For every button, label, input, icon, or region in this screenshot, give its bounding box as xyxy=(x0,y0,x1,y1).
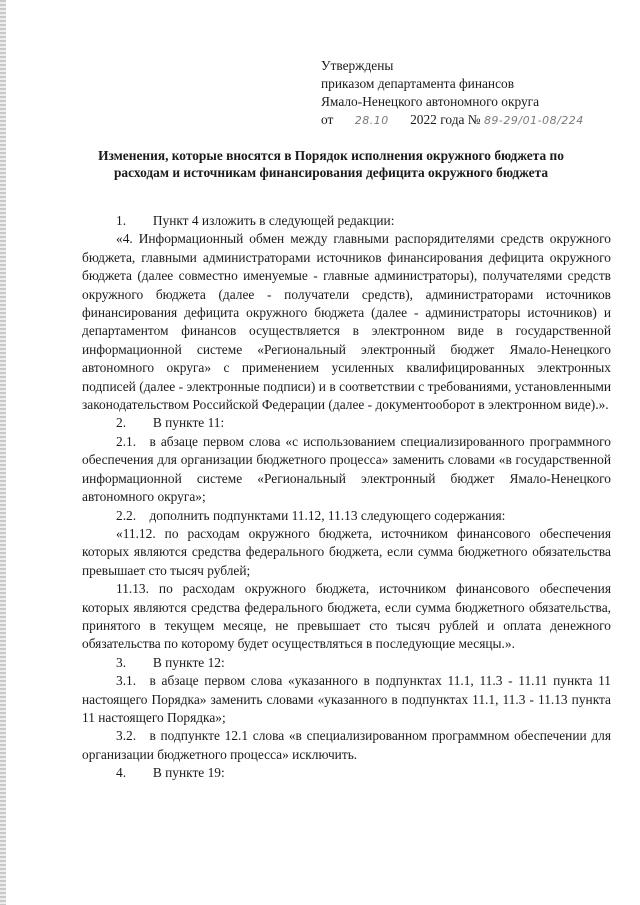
document-title: Изменения, которые вносятся в Порядок исполнения окружного бюджета по расходам и источникам финансирования дефицита окружного бюджета xyxy=(98,148,564,180)
paragraph: 2. В пункте 11: xyxy=(116,415,225,431)
approval-line: Ямало-Ненецкого автономного округа xyxy=(321,94,540,109)
paragraph: 2.1. в абзаце первом слова «с использованием специализированного программного обеспечения для организации бюджетного процесса» заменить словами «в государственной информационной системе «Региональный электронный бюджет Ямало-Ненецкого автономного округа»; xyxy=(82,433,611,505)
document-body xyxy=(82,212,611,783)
date-year: 2022 года № xyxy=(410,112,481,127)
paragraph: «11.12. по расходам окружного бюджета, источником финансового обеспечения которых являются средства федерального бюджета, если сумма бюджетного обязательства превышает сто тысяч рублей; xyxy=(82,525,611,578)
approval-line: приказом департамента финансов xyxy=(321,76,515,91)
approval-date-line xyxy=(321,111,621,130)
handwritten-number: 89-29/01-08/224 xyxy=(483,114,584,127)
paragraph: 3.1. в абзаце первом слова «указанного в подпунктах 11.1, 11.3 - 11.11 пункта 11 настоящего Порядка» заменить словами «указанного в подпунктах 11.1, 11.3 - 11.13 пункта 11 настоящего Порядка»; xyxy=(82,673,611,725)
approval-block xyxy=(321,57,621,130)
paragraph: «4. Информационный обмен между главными распорядителями средств окружного бюджета, главными администраторами источников финансирования дефицита окружного бюджета (далее совместно именуемые - главные администраторы), получателями средств окружного бюджета (далее - получатели средств), администраторами источников финансирования дефицита окружного бюджета (далее - администраторы источников) и департаментом финансов осуществляется в электронном виде в государственной информационной системе «Региональный электронный бюджет Ямало-Ненецкого автономного округа» с применением усиленных квалифицированных электронных подписей (далее - электронные подписи) и в соответствии с требованиями, установленными законодательством Российской Федерации (далее - документооборот в электронном виде).». xyxy=(82,231,611,413)
paragraph: 2.2. дополнить подпунктами 11.12, 11.13 следующего содержания: xyxy=(116,507,506,523)
paragraph: 3. В пункте 12: xyxy=(116,654,225,670)
approval-line: Утверждены xyxy=(321,58,394,73)
scan-edge xyxy=(0,0,6,905)
date-prefix: от xyxy=(321,112,334,127)
paragraph: 11.13. по расходам окружного бюджета, источником финансового обеспечения которых являются средства федерального бюджета, если сумма бюджетного обязательства, принятого в текущем месяце, не превышает сто тысяч рублей и оплата денежного обязательства по которому будет осуществляться в последующие месяцы.». xyxy=(82,581,611,652)
handwritten-date: 28.10 xyxy=(354,114,389,127)
paragraph: 3.2. в подпункте 12.1 слова «в специализированном программном обеспечении для организации бюджетного процесса» исключить. xyxy=(82,728,611,762)
paragraph: 1. Пункт 4 изложить в следующей редакции: xyxy=(116,213,395,228)
paragraph: 4. В пункте 19: xyxy=(116,765,225,781)
